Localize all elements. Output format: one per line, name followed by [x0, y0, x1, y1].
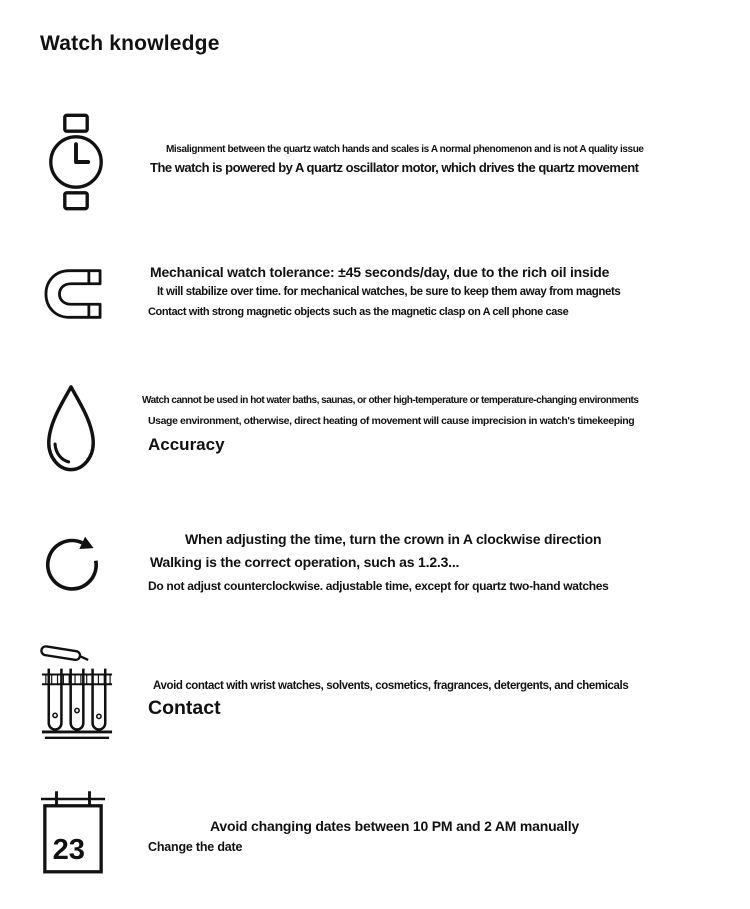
text-line: Usage environment, otherwise, direct heating of movement will cause imprecision in watch's timekeeping — [148, 415, 635, 427]
text-line: Mechanical watch tolerance: ±45 seconds/day, due to the rich oil inside — [150, 264, 610, 280]
adjusting-time-text — [148, 531, 734, 593]
text-line: Contact — [148, 697, 221, 719]
contact-text — [148, 680, 734, 720]
text-line: Change the date — [148, 840, 243, 854]
text-line: Misalignment between the quartz watch hands and scales is A normal phenomenon and is not A quality issue — [166, 144, 644, 155]
text-line: Do not adjust counterclockwise. adjustable time, except for quartz two-hand watches — [148, 579, 609, 593]
text-line: Accuracy — [148, 435, 225, 454]
text-line: It will stabilize over time. for mechanical watches, be sure to keep them away from magnets — [157, 286, 621, 298]
text-line: Walking is the correct operation, such as 1.2.3... — [150, 554, 460, 570]
magnetism-text — [148, 264, 734, 318]
change-date-text — [148, 818, 734, 854]
text-line: When adjusting the time, turn the crown in A clockwise direction — [185, 531, 602, 547]
text-line: Avoid changing dates between 10 PM and 2 AM manually — [210, 818, 579, 834]
text-line: Watch cannot be used in hot water baths, saunas, or other high-temperature or temperature-changing environments — [142, 395, 639, 406]
quartz-movement-text — [148, 144, 734, 175]
text-line: Avoid contact with wrist watches, solvents, cosmetics, fragrances, detergents, and chemicals — [153, 680, 629, 692]
accuracy-text — [142, 395, 734, 455]
text-line: The watch is powered by A quartz oscillator motor, which drives the quartz movement — [150, 160, 639, 175]
test-tubes-icon — [40, 645, 114, 741]
watch-icon — [48, 112, 104, 212]
calendar-icon — [40, 790, 106, 874]
water-drop-icon — [42, 383, 100, 476]
page-title: Watch knowledge — [40, 32, 220, 55]
text-line: Contact with strong magnetic objects such as the magnetic clasp on A cell phone case — [148, 306, 569, 318]
magnet-icon — [42, 266, 104, 322]
calendar-day-text: 23 — [52, 834, 86, 867]
clockwise-arrow-icon — [42, 522, 102, 596]
